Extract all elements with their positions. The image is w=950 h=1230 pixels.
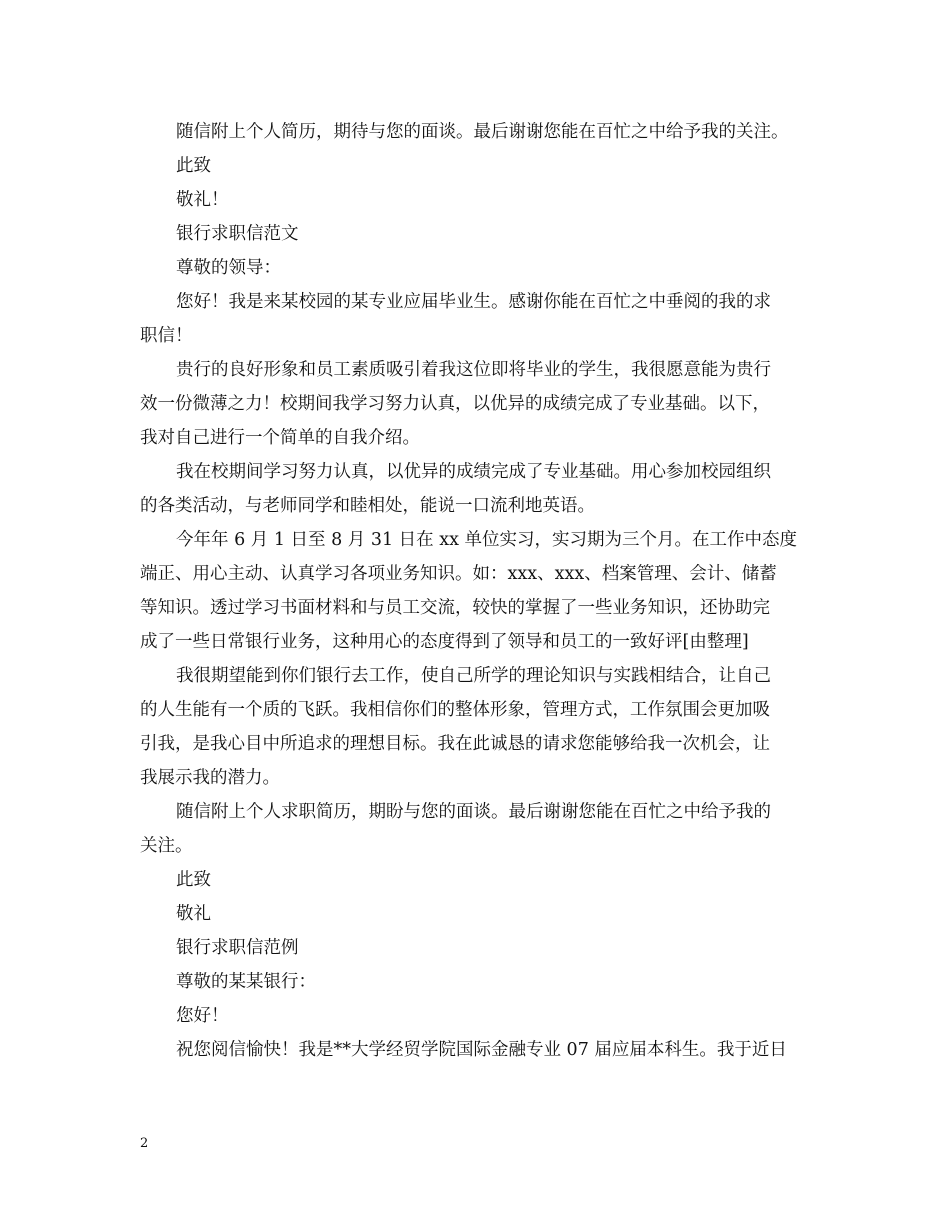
text-line: 随信附上个人求职简历，期盼与您的面谈。最后谢谢您能在百忙之中给予我的	[176, 802, 771, 822]
text-line: 随信附上个人简历，期待与您的面谈。最后谢谢您能在百忙之中给予我的关注。	[176, 122, 789, 142]
text-line: 敬礼	[176, 904, 211, 924]
text-line: 成了一些日常银行业务，这种用心的态度得到了领导和员工的一致好评[由整理]	[140, 632, 749, 652]
text-line: 等知识。透过学习书面材料和与员工交流，较快的掌握了一些业务知识，还协助完	[140, 598, 770, 618]
text-line: 我对自己进行一个简单的自我介绍。	[140, 428, 420, 448]
text-line: 的各类活动，与老师同学和睦相处，能说一口流利地英语。	[140, 496, 595, 516]
document-body	[140, 115, 820, 1067]
text-line: 此致	[176, 870, 211, 890]
text-line: 此致	[176, 156, 211, 176]
text-line: 引我，是我心目中所追求的理想目标。我在此诚恳的请求您能够给我一次机会，让	[140, 734, 770, 754]
text-line: 的人生能有一个质的飞跃。我相信你们的整体形象，管理方式，工作氛围会更加吸	[140, 700, 770, 720]
text-line: 效一份微薄之力！校期间我学习努力认真，以优异的成绩完成了专业基础。以下，	[140, 394, 770, 414]
text-line: 银行求职信范例	[176, 938, 299, 958]
text-line: 今年年 6 月 1 日至 8 月 31 日在 xx 单位实习，实习期为三个月。在工作中态度	[176, 530, 798, 550]
text-line: 我在校期间学习努力认真，以优异的成绩完成了专业基础。用心参加校园组织	[176, 462, 771, 482]
text-line: 您好！我是来某校园的某专业应届毕业生。感谢你能在百忙之中垂阅的我的求	[176, 292, 771, 312]
text-line: 关注。	[140, 836, 193, 856]
text-line: 您好！	[176, 1006, 229, 1026]
text-line: 祝您阅信愉快！我是**大学经贸学院国际金融专业 07 届应届本科生。我于近日	[176, 1040, 787, 1060]
text-line: 银行求职信范文	[176, 224, 299, 244]
text-line: 尊敬的某某银行：	[176, 972, 316, 992]
text-line: 我很期望能到你们银行去工作，使自己所学的理论知识与实践相结合，让自己	[176, 666, 771, 686]
text-line: 我展示我的潜力。	[140, 768, 280, 788]
text-line: 尊敬的领导：	[176, 258, 281, 278]
text-line: 贵行的良好形象和员工素质吸引着我这位即将毕业的学生，我很愿意能为贵行	[176, 360, 771, 380]
page-number: 2	[140, 1136, 149, 1151]
text-line: 敬礼！	[176, 190, 229, 210]
text-line: 职信！	[140, 326, 193, 346]
text-line: 端正、用心主动、认真学习各项业务知识。如：xxx、xxx、档案管理、会计、储蓄	[140, 564, 777, 584]
